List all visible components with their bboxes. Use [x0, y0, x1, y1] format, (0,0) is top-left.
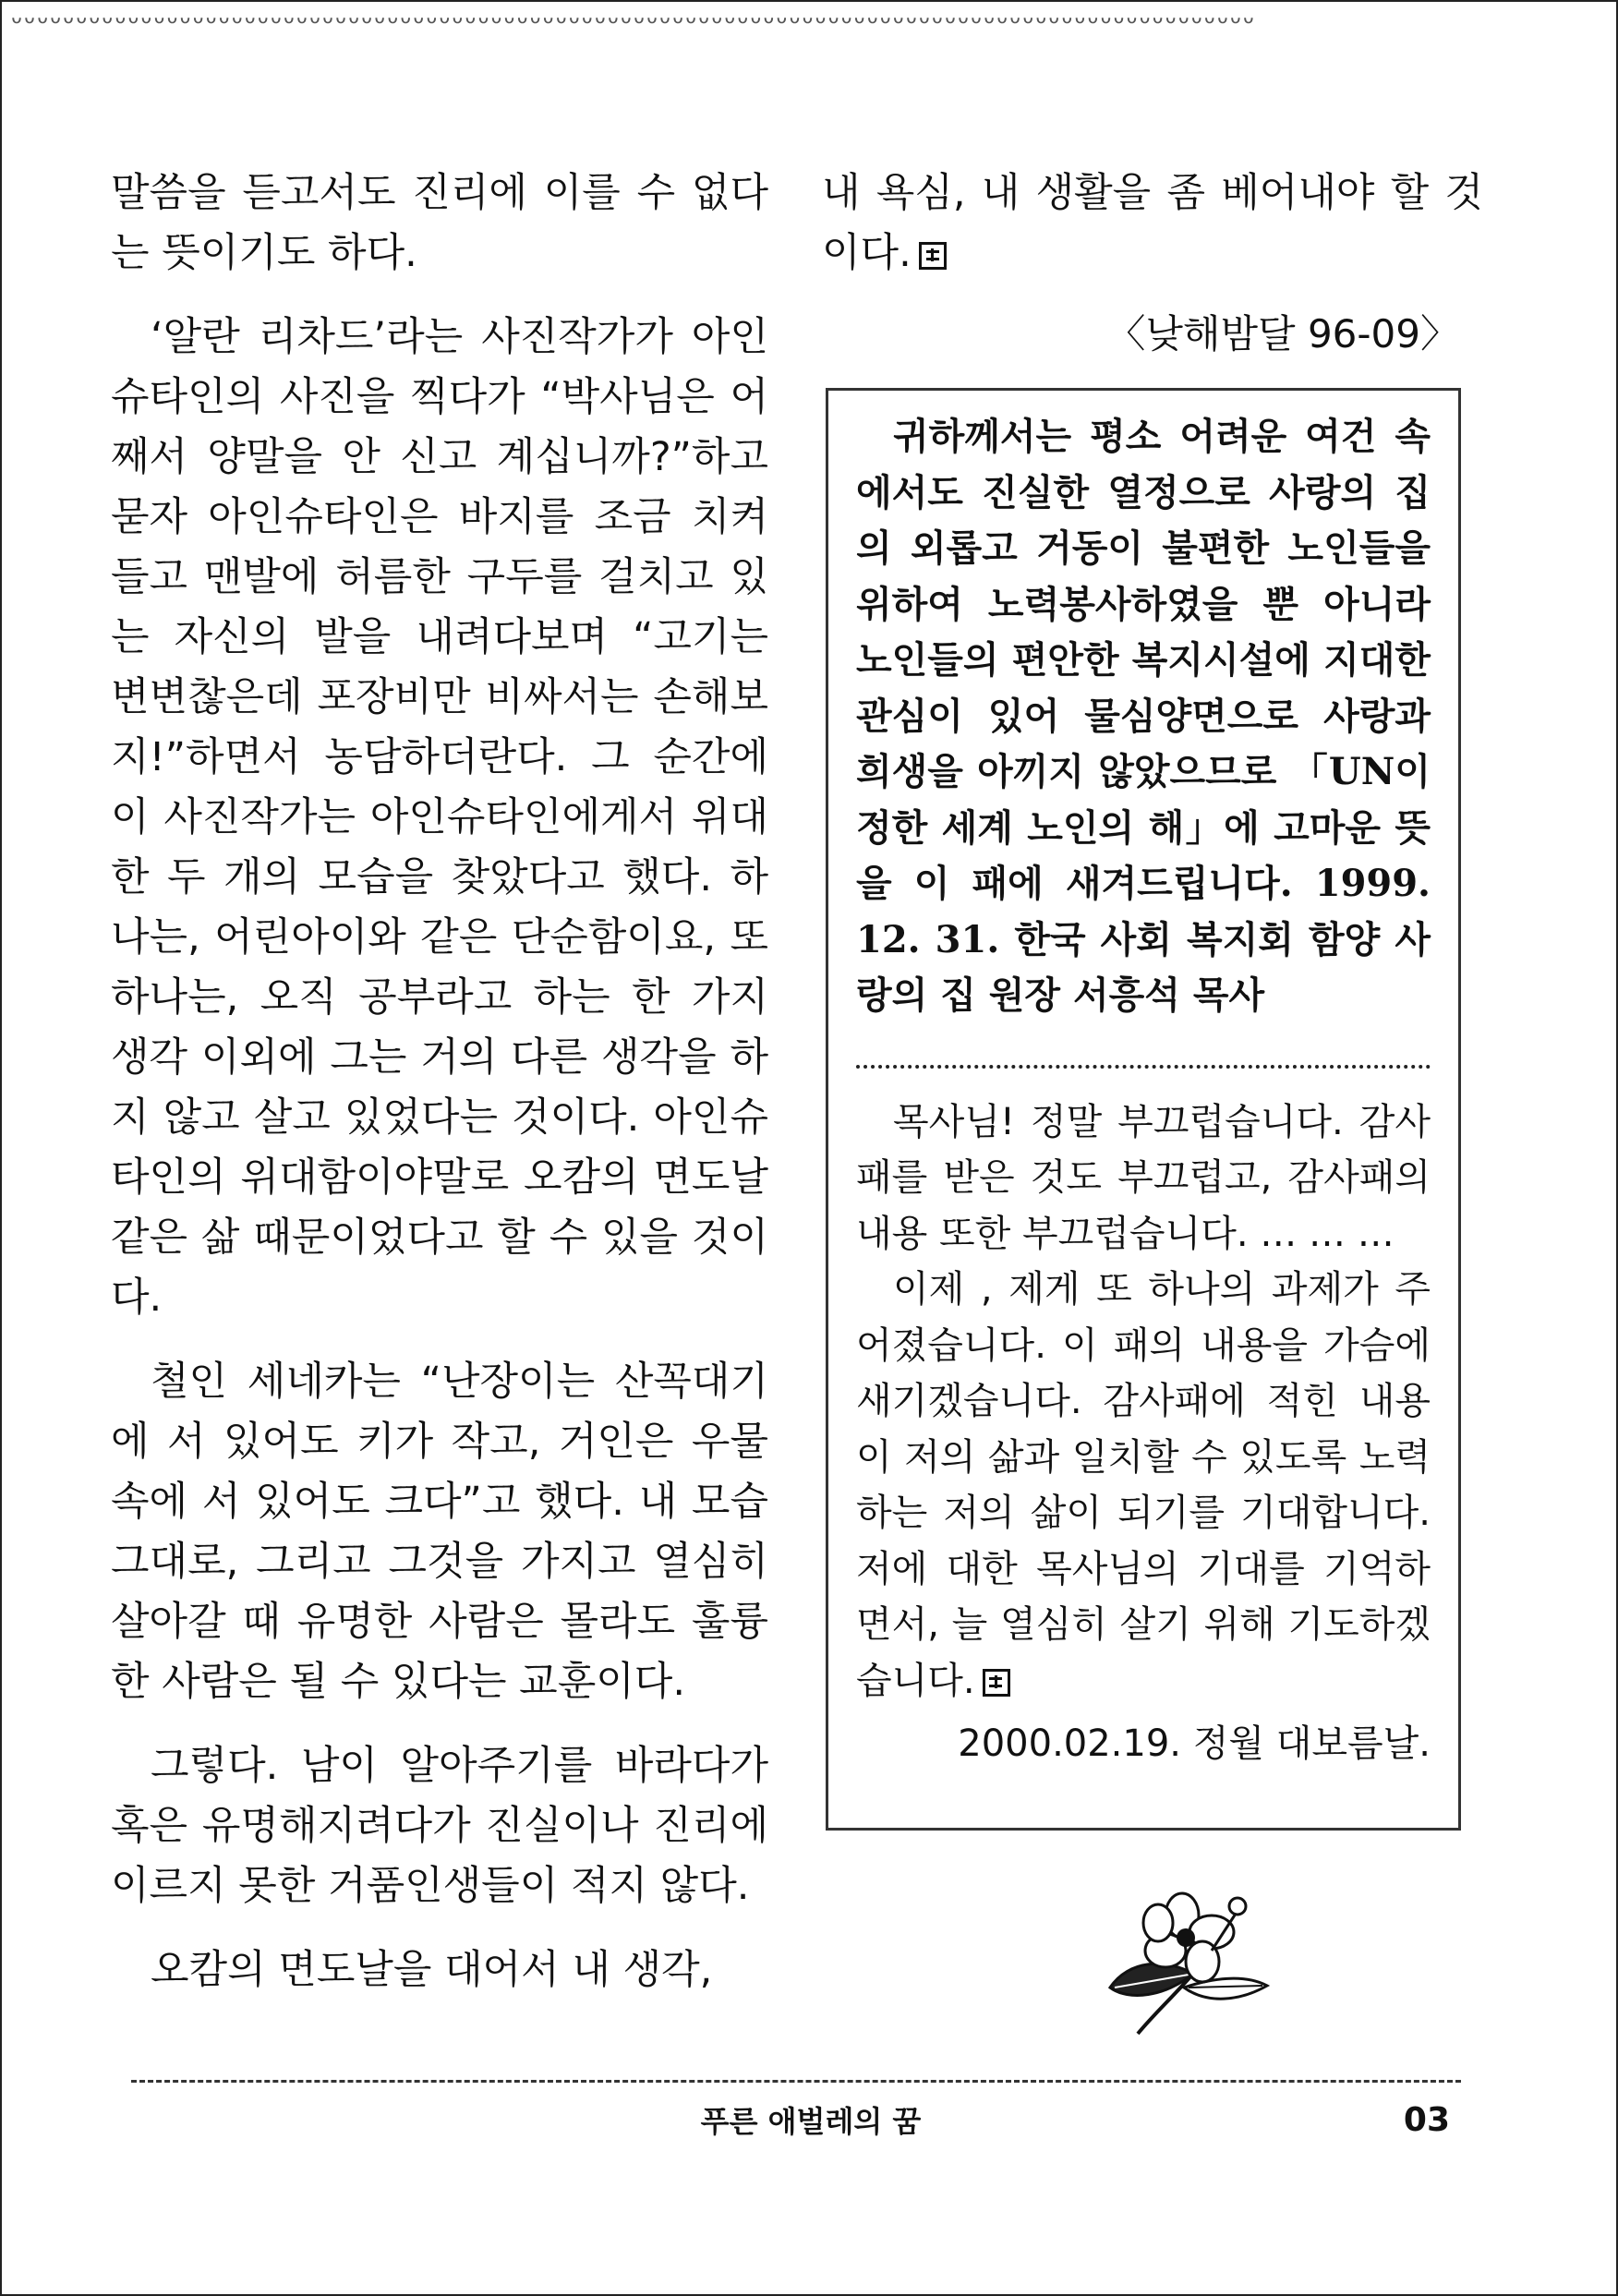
binding-rings: ᴗᴗᴗᴗᴗᴗᴗᴗᴗᴗᴗᴗᴗᴗᴗᴗᴗᴗᴗᴗᴗᴗᴗᴗᴗᴗᴗᴗᴗᴗᴗᴗᴗᴗᴗᴗᴗᴗᴗᴗᴗᴗᴗᴗᴗᴗᴗᴗᴗᴗᴗᴗᴗᴗᴗᴗᴗᴗᴗᴗᴗᴗᴗᴗᴗᴗᴗᴗᴗᴗᴗᴗᴗᴗᴗᴗᴗᴗᴗᴗᴗᴗᴗᴗᴗᴗᴗᴗᴗᴗᴗᴗᴗᴗᴗᴗ — [11, 6, 1256, 26]
paragraph: 말씀을 듣고서도 진리에 이를 수 없다는 뜻이기도 하다. — [111, 170, 768, 276]
reply-text: 이제 , 제게 또 하나의 과제가 주어졌습니다. 이 패의 내용을 가슴에 새기겠습니다. 감사패에 적힌 내용이 저의 삶과 일치할 수 있도록 노력하는 저의 삶이 되기를 기대합니다. 저에 대한 목사님의 기대를 기억하면서, 늘 열심히 살기 위해 기도하겠습니다. — [856, 1268, 1431, 1702]
flower-illustration — [1073, 1886, 1276, 2052]
paragraph — [822, 163, 1483, 284]
footer-title: 푸른 애벌레의 꿈 — [700, 2104, 922, 2139]
source-citation: 〈낮해밤달 96-09〉 — [1106, 311, 1459, 356]
end-mark-icon — [919, 242, 947, 270]
end-mark-icon — [983, 1669, 1010, 1697]
left-column — [111, 163, 768, 2000]
page-number: 03 — [1403, 2101, 1450, 2139]
reply-block — [856, 1094, 1431, 1710]
reply-paragraph — [856, 1262, 1431, 1709]
plaque-text-block — [856, 409, 1431, 1024]
paragraph: ‘알란 리차드’라는 사진작가가 아인슈타인의 사진을 찍다가 “박사님은 어째서 양말을 안 신고 계십니까?”하고 묻자 아인슈타인은 바지를 조금 치켜 들고 맨발에 허름한 구두를 걸치고 있는 자신의 발을 내려다보며 “고기는 변변찮은데 포장비만 비싸서는 손해보지!”하면서 농담하더란다. 그 순간에 이 사진작가는 아인슈타인에게서 위대한 두 개의 모습을 찾았다고 했다. 하나는, 어린아이와 같은 단순함이요, 또 하나는, 오직 공부라고 하는 한 가지 생각 이외에 그는 거의 다른 생각을 하지 않고 살고 있었다는 것이다. 아인슈타인의 위대함이야말로 오캄의 면도날 같은 삶 때문이었다고 할 수 있을 것이다. — [111, 314, 768, 1321]
paragraph: 그렇다. 남이 알아주기를 바라다가 혹은 유명해지려다가 진실이나 진리에 이르지 못한 거품인생들이 적지 않다. — [111, 1743, 768, 1909]
paragraph: 철인 세네카는 “난장이는 산꼭대기에 서 있어도 키가 작고, 거인은 우물 속에 서 있어도 크다”고 했다. 내 모습 그대로, 그리고 그것을 가지고 열심히 살아갈 때 유명한 사람은 몰라도 훌륭한 사람은 될 수 있다는 교훈이다. — [111, 1359, 768, 1705]
footer-divider — [131, 2080, 1461, 2083]
plaque-text: 귀하께서는 평소 어려운 여건 속에서도 진실한 열정으로 사랑의 집의 외롭고 거동이 불편한 노인들을 위하여 노력봉사하였을 뿐 아니라 노인들의 편안한 복지시설에 지대한 관심이 있어 물심양면으로 사랑과 희생을 아끼지 않았으므로 「UN이 정한 세계 노인의 해」에 고마운 뜻을 이 패에 새겨드립니다. 1999. 12. 31. 한국 사회 복지회 함양 사랑의 집 원장 서흥석 목사 — [856, 415, 1431, 1017]
dotted-divider — [856, 1059, 1431, 1069]
plaque-box — [826, 388, 1461, 1831]
reply-paragraph: 목사님! 정말 부끄럽습니다. 감사패를 받은 것도 부끄럽고, 감사패의 내용 또한 부끄럽습니다. … … … — [856, 1100, 1431, 1255]
right-column-top — [822, 163, 1483, 284]
paragraph: 오캄의 면도날을 대어서 내 생각, — [151, 1947, 713, 1993]
signature-date: 2000.02.19. 정월 대보름날. — [958, 1722, 1431, 1765]
paragraph-text: 내 욕심, 내 생활을 좀 베어내야 할 것이다. — [822, 170, 1483, 276]
